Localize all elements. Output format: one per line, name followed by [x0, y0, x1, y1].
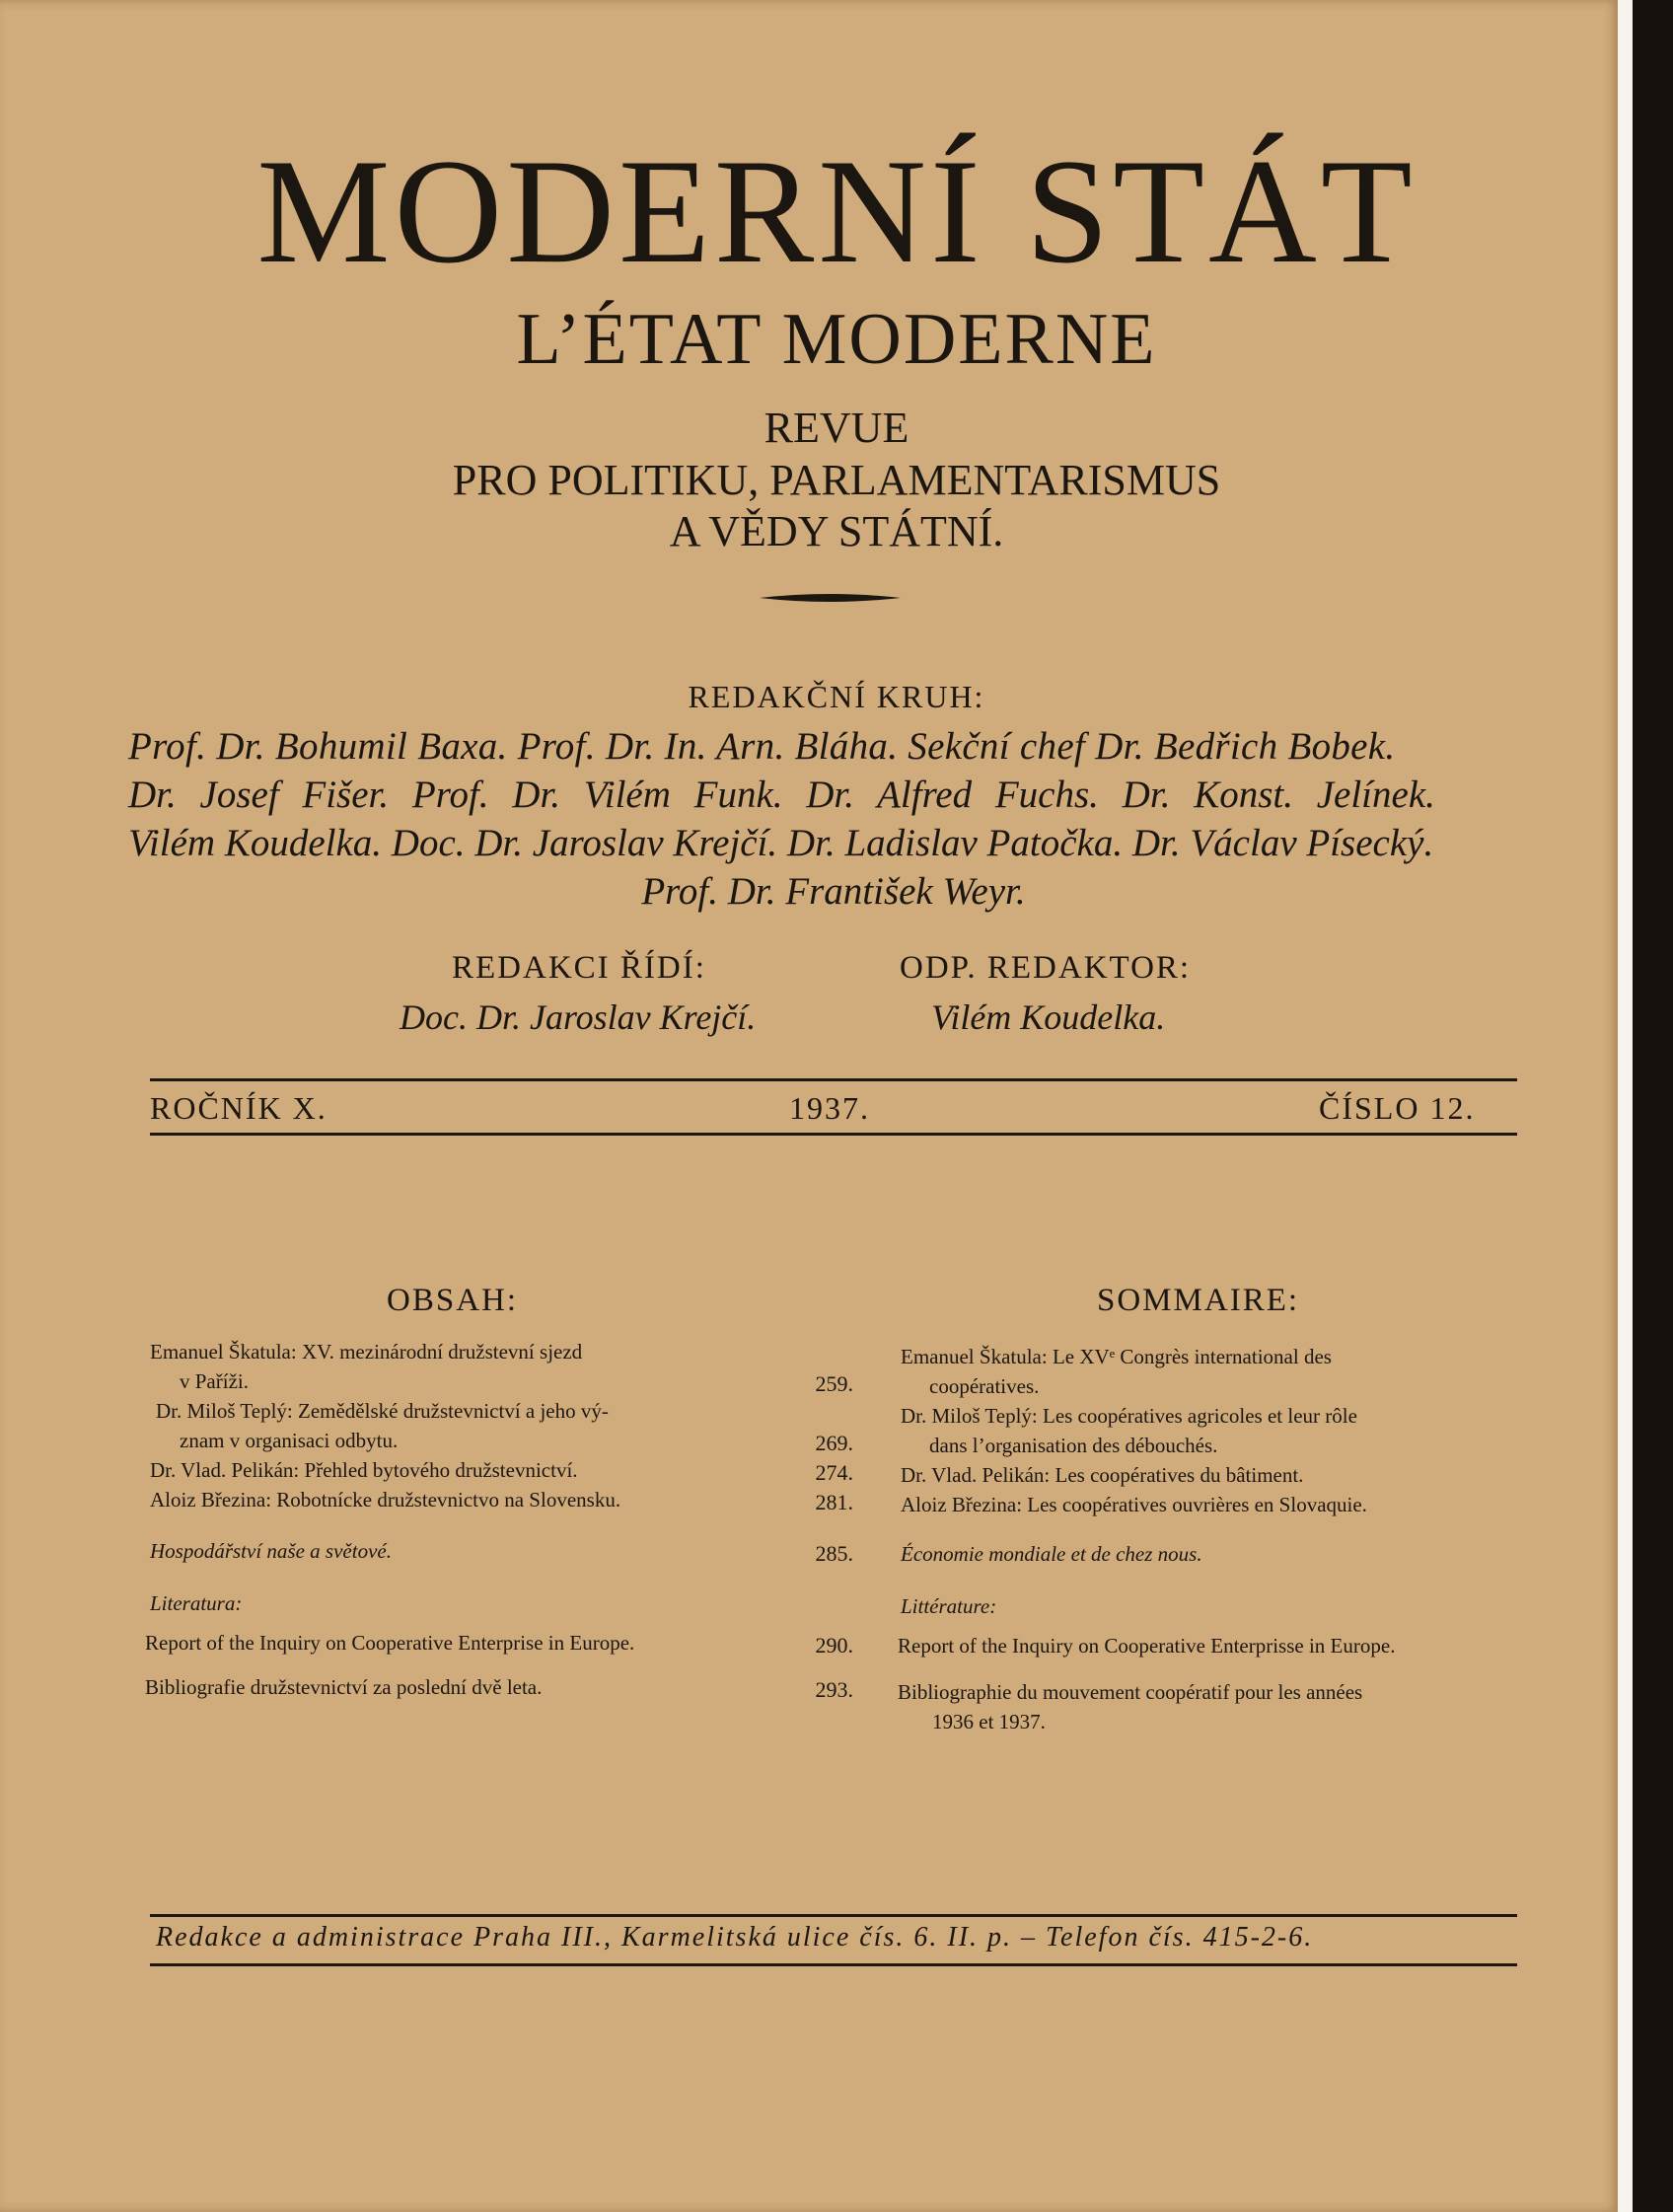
- managing-editor-heading: REDAKCI ŘÍDÍ:: [452, 950, 706, 986]
- toc-entry-fr: Bibliographie du mouvement coopératif pour les années: [898, 1680, 1363, 1704]
- issue-number: ČÍSLO 12.: [1319, 1090, 1476, 1126]
- toc-entry-fr-cont: dans l’organisation des débouchés.: [929, 1434, 1218, 1457]
- toc-entry-cz: Report of the Inquiry on Cooperative Enterprise in Europe.: [145, 1631, 635, 1655]
- toc-entry-cz: Emanuel Škatula: XV. mezinárodní družstevní sjezd: [150, 1340, 583, 1364]
- footer-bottom-rule: [150, 1963, 1517, 1966]
- description-line-1: PRO POLITIKU, PARLAMENTARISMUS: [452, 456, 1221, 504]
- toc-section-label: Littérature:: [901, 1594, 997, 1618]
- toc-entry-cz: Dr. Miloš Teplý: Zemědělské družstevnictví a jeho vý-: [156, 1399, 609, 1423]
- toc-entry-fr: Dr. Vlad. Pelikán: Les coopératives du bâtiment.: [901, 1463, 1304, 1487]
- editorial-board-list: [128, 722, 1539, 916]
- toc-page-number: 290.: [815, 1633, 853, 1658]
- volume-label: ROČNÍK X.: [150, 1090, 327, 1126]
- contents-heading-cz: OBSAH:: [387, 1283, 519, 1318]
- toc-page-number: 285.: [815, 1541, 853, 1566]
- toc-entry-cz: Hospodářství naše a světové.: [150, 1539, 392, 1563]
- editorial-board-line: Vilém Koudelka. Doc. Dr. Jaroslav Krejčí. Dr. Ladislav Patočka. Dr. Václav Písecký.: [128, 822, 1434, 864]
- toc-entry-cz: Bibliografie družstevnictví za poslední dvě leta.: [145, 1675, 543, 1699]
- contents-heading-fr: SOMMAIRE:: [1097, 1283, 1300, 1318]
- toc-entry-fr: Économie mondiale et de chez nous.: [901, 1542, 1202, 1566]
- toc-entry-fr: Report of the Inquiry on Cooperative Enterprisse in Europe.: [898, 1634, 1396, 1658]
- description-line-2: A VĚDY STÁTNÍ.: [669, 507, 1004, 555]
- revue-label: REVUE: [764, 404, 909, 452]
- editorial-board-line: Prof. Dr. Bohumil Baxa. Prof. Dr. In. Arn. Bláha. Sekční chef Dr. Bedřich Bobek.: [128, 725, 1396, 768]
- responsible-editor-heading: ODP. REDAKTOR:: [900, 950, 1192, 986]
- toc-page-number: 293.: [815, 1677, 853, 1702]
- publisher-address: Redakce a administrace Praha III., Karmelitská ulice čís. 6. II. p. – Telefon čís. 415-2-6.: [156, 1922, 1314, 1953]
- toc-entry-cz: Dr. Vlad. Pelikán: Přehled bytového družstevnictví.: [150, 1458, 578, 1482]
- toc-entry-fr: Emanuel Škatula: Le XVᵉ Congrès international des: [901, 1345, 1332, 1368]
- issue-top-rule: [150, 1078, 1517, 1081]
- toc-entry-cz-cont: znam v organisaci odbytu.: [180, 1429, 399, 1452]
- editorial-board-line: Prof. Dr. František Weyr.: [641, 870, 1026, 913]
- toc-entry-cz-cont: v Paříži.: [180, 1369, 249, 1393]
- toc-entry-fr-cont: coopératives.: [929, 1374, 1040, 1398]
- footer-top-rule: [150, 1914, 1517, 1917]
- toc-page-number: 259.: [815, 1371, 853, 1396]
- responsible-editor-name: Vilém Koudelka.: [931, 997, 1166, 1037]
- toc-entry-cz: Aloiz Březina: Robotnícke družstevnictvo na Slovensku.: [150, 1488, 621, 1512]
- ornament-divider: [760, 592, 901, 604]
- toc-entry-fr: Aloiz Březina: Les coopératives ouvrières en Slovaquie.: [901, 1493, 1367, 1516]
- toc-page-number: 274.: [815, 1460, 853, 1485]
- issue-year: 1937.: [789, 1090, 870, 1126]
- issue-bottom-rule: [150, 1133, 1517, 1136]
- toc-entry-fr-cont: 1936 et 1937.: [932, 1710, 1046, 1733]
- magazine-subtitle: L’ÉTAT MODERNE: [516, 299, 1157, 380]
- magazine-title: MODERNÍ STÁT: [256, 128, 1417, 294]
- toc-section-label: Literatura:: [150, 1591, 243, 1615]
- toc-page-number: 281.: [815, 1490, 853, 1514]
- editorial-board-heading: REDAKČNÍ KRUH:: [688, 679, 985, 714]
- editorial-board-line: Dr. Josef Fišer. Prof. Dr. Vilém Funk. Dr. Alfred Fuchs. Dr. Konst. Jelínek.: [128, 774, 1435, 816]
- toc-page-number: 269.: [815, 1431, 853, 1455]
- managing-editor-name: Doc. Dr. Jaroslav Krejčí.: [400, 997, 757, 1037]
- toc-entry-fr: Dr. Miloš Teplý: Les coopératives agricoles et leur rôle: [901, 1404, 1357, 1428]
